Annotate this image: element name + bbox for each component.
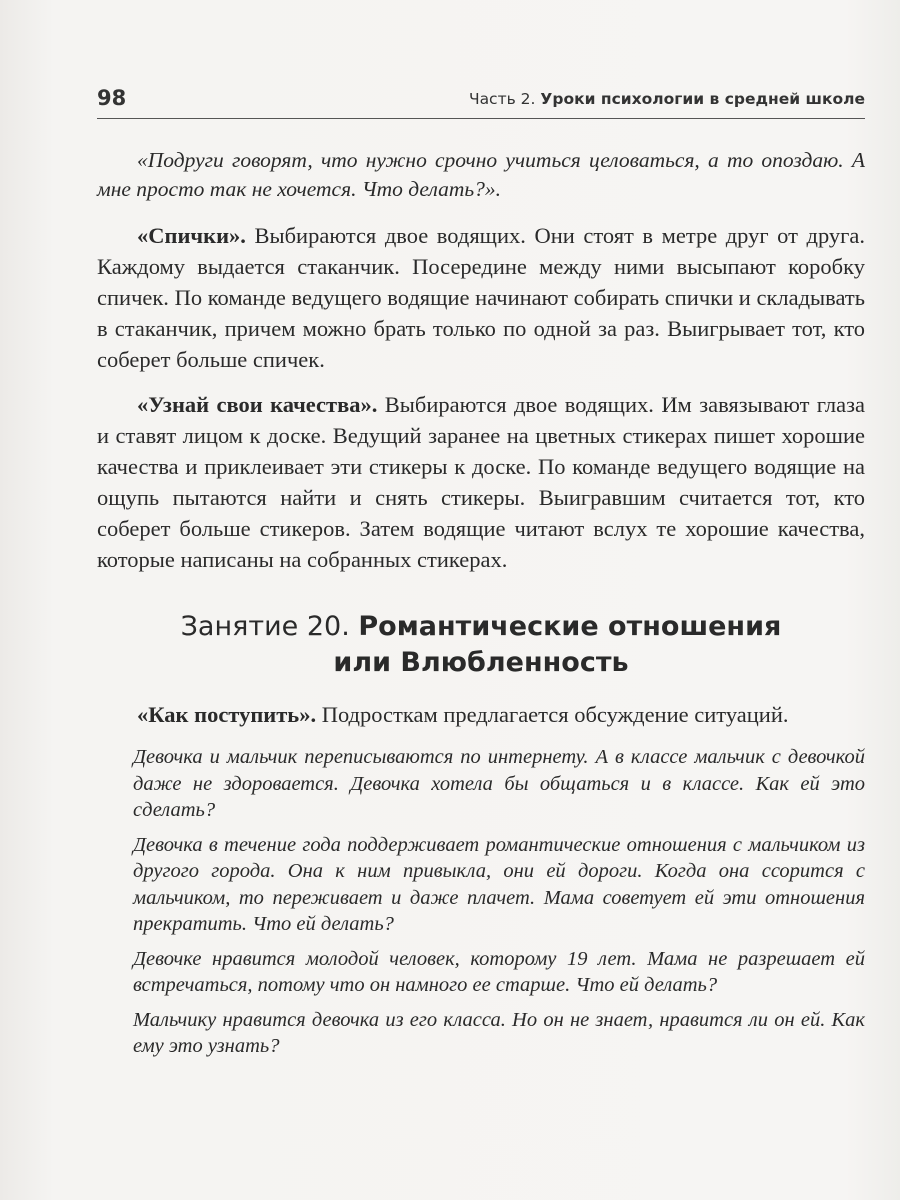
lesson-heading	[97, 609, 865, 681]
lesson-label: Занятие 20.	[180, 611, 350, 642]
game-title: «Спички».	[137, 223, 246, 248]
running-head-section: Уроки психологии в средней школе	[540, 90, 865, 108]
page-content	[97, 146, 865, 1068]
situation-item: Девочка и мальчик переписываются по интернету. А в классе мальчик с девочкой даже не здоровается. Девочка хотела бы общаться и в классе. Как ей это сделать?	[133, 746, 865, 821]
game-text: Выбираются двое водящих. Им завязывают глаза и ставят лицом к доске. Ведущий заранее на цветных стикерах пишет хорошие качества и приклеивает эти стикеры к доске. По команде ведущего водящие на ощупь пытаются найти и снять стикеры. Выигравшим считается тот, кто соберет больше стикеров. Затем водящие читают вслух те хорошие качества, которые написаны на собранных стикерах.	[97, 392, 865, 572]
game-paragraph-qualities	[97, 389, 865, 575]
situation-item: Мальчику нравится девочка из его класса. Но он не знает, нравится ли он ей. Как ему это узнать?	[133, 1008, 865, 1057]
lesson-title-line2: или Влюбленность	[333, 647, 629, 678]
page-number: 98	[97, 86, 127, 110]
page-header	[97, 86, 865, 119]
game-paragraph-matches	[97, 220, 865, 375]
game-text: Выбираются двое водящих. Они стоят в метре друг от друга. Каждому выдается стаканчик. Посередине между ними высыпают коробку спичек. По команде ведущего водящие начинают собирать спички и складывать в стаканчик, причем можно брать только по одной за раз. Выигрывает тот, кто соберет больше спичек.	[97, 223, 865, 372]
exercise-title: «Как поступить».	[137, 702, 317, 727]
game-title: «Узнай свои качества».	[137, 392, 378, 417]
exercise-paragraph	[97, 699, 865, 730]
exercise-text: Подросткам предлагается обсуждение ситуаций.	[316, 702, 789, 727]
lesson-title-line1: Романтические отношения	[358, 611, 782, 642]
opening-quote: «Подруги говорят, что нужно срочно учиться целоваться, а то опоздаю. А мне просто так не хочется. Что делать?».	[97, 148, 865, 201]
running-head	[469, 90, 865, 108]
situation-item: Девочка в течение года поддерживает романтические отношения с мальчиком из другого города. Она к ним привыкла, они ей дороги. Когда она ссорится с мальчиком, то переживает и даже плачет. Мама советует ей эти отношения прекратить. Что ей делать?	[133, 833, 865, 935]
situation-item: Девочке нравится молодой человек, которому 19 лет. Мама не разрешает ей встречаться, потому что он намного ее старше. Что ей делать?	[133, 947, 865, 996]
running-head-part: Часть 2.	[468, 90, 536, 108]
